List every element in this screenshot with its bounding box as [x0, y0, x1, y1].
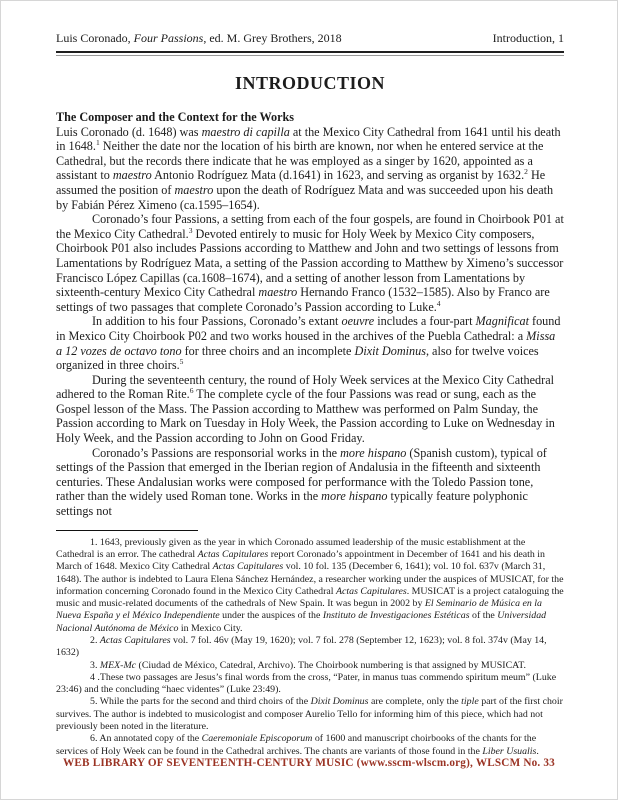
header-rule: [56, 51, 564, 56]
running-header: [56, 31, 564, 46]
body-text: [56, 125, 564, 519]
body-paragraph: Coronado’s four Passions, a setting from each of the four gospels, are found in Choirbook P01 at the Mexico City Cathedral.$^3$ Devoted entirely to music for Holy Week by Mexico City composers, Choirbook P01 also includes Passions according to Matthew and John and two settings of lessons from Lamentations by Rodríguez Mata, a setting of the Passion according to Matthew by Ximeno’s successor Francisco López Capillas (ca.1608–1674), and a setting of another lesson from Lamentations by sixteenth-century Mexico City Cathedral maestro Hernando Franco (1532–1585). Also by Franco are settings of two passages that complete Coronado’s Passion according to Luke.$^4$: [56, 212, 564, 314]
footnote: 6. An annotated copy of the Caeremoniale Episcoporum of 1600 and manuscript choirbooks of the chants for the services of Holy Week can be found in the Cathedral archives. The chants are variants of those found in the Liber Usualis.: [56, 733, 539, 757]
footnote: 4 .These two passages are Jesus’s final words from the cross, “Pater, in manus tuas commendo spiritum meum” (Luke 23:46) and the concluding “haec videntes” (Luke 23:49).: [56, 671, 557, 696]
footer-imprint: WEB LIBRARY OF SEVENTEENTH-CENTURY MUSIC (www.sscm-wlscm.org), WLSCM No. 33: [63, 757, 555, 769]
body-paragraph: Luis Coronado (d. 1648) was maestro di capilla at the Mexico City Cathedral from 1641 until his death in 1648.$^1$ Neither the date nor the location of his birth are known, nor when he entered service at the Cathedral, but the records there indicate that he was employed as a singer by 1620, appointed as a assistant to maestro Antonio Rodríguez Mata (d.1641) in 1623, and serving as organist by 1632.$^2$ He assumed the position of maestro upon the death of Rodríguez Mata and was succeeded upon his death by Fabián Pérez Ximeno (ca.1595–1654).: [56, 124, 561, 212]
body-paragraph: In addition to his four Passions, Coronado’s extant oeuvre includes a four-part Magnificat found in Mexico City Choirbook P02 and two works housed in the archives of the Puebla Cathedral: a Missa a 12 vozes de octavo tono for three choirs and an incomplete Dixit Dominus, also for twelve voices organized in three choirs.$^5$: [56, 314, 561, 373]
footnote-list: [56, 537, 564, 758]
body-paragraph: Coronado’s Passions are responsorial works in the more hispano (Spanish custom), typical of settings of the Passion that emerged in the Iberian region of Andalusia in the fifteenth and sixteenth centuries. These Andalusian works were composed for performance with the Toledo Passion tone, rather than the widely used Roman tone. Works in the more hispano typically feature polyphonic settings not: [56, 445, 547, 519]
page-title: INTRODUCTION: [234, 73, 386, 93]
page-content: [1, 1, 617, 758]
footnote: 3. MEX-Mc (Ciudad de México, Catedral, Archivo). The Choirbook numbering is that assigned by MUSICAT.: [90, 659, 526, 671]
body-paragraph: During the seventeenth century, the round of Holy Week services at the Mexico City Cathedral adhered to the Roman Rite.$^6$ The complete cycle of the four Passions was read or sung, each as the Gospel lesson of the Mass. The Passion according to Matthew was performed on Palm Sunday, the Passion according to Mark on Tuesday in Holy Week, the Passion according to Luke on Wednesday in Holy Week, and the Passion according to John on Good Friday.: [56, 372, 555, 446]
header-running-title: Luis Coronado, Four Passions, ed. M. Grey Brothers, 2018: [56, 31, 342, 45]
header-page-label: Introduction, 1: [492, 31, 564, 45]
footnote: 1. 1643, previously given as the year in which Coronado assumed leadership of the music establishment at the Cathedral is an error. The cathedral Actas Capitulares report Coronado’s appointment in December of 1641 and his death in March of 1648. Mexico City Cathedral Actas Capitulares vol. 10 fol. 135 (December 6, 1641); vol. 10 fol. 637v (March 31, 1648). The author is indebted to Laura Elena Sánchez Hernández, a researcher working under the auspices of MUSICAT, for the information concerning Coronado found in the Mexico City Cathedral Actas Capitulares. MUSICAT is a project cataloguing the music and music-related documents of the cathedrals of New Spain. It was begun in 2002 by El Seminario de Música en la Nueva España y el México Independiente under the auspices of the Instituto de Investigaciones Estéticas of the Universidad Nacional Autónoma de México in Mexico City.: [56, 536, 564, 634]
footnote: 5. While the parts for the second and third choirs of the Dixit Dominus are complete, only the tiple part of the first choir survives. The author is indebted to musicologist and composer Aurelio Tello for informing him of this piece, which had not previously been noted in the literature.: [56, 696, 563, 733]
footnote-separator: [56, 530, 198, 531]
footnote: 2. Actas Capitulares vol. 7 fol. 46v (May 19, 1620); vol. 7 fol. 278 (September 12, 1623); vol. 8 fol. 374v (May 14, 1632): [56, 635, 547, 659]
section-heading: The Composer and the Context for the Works: [56, 110, 295, 124]
